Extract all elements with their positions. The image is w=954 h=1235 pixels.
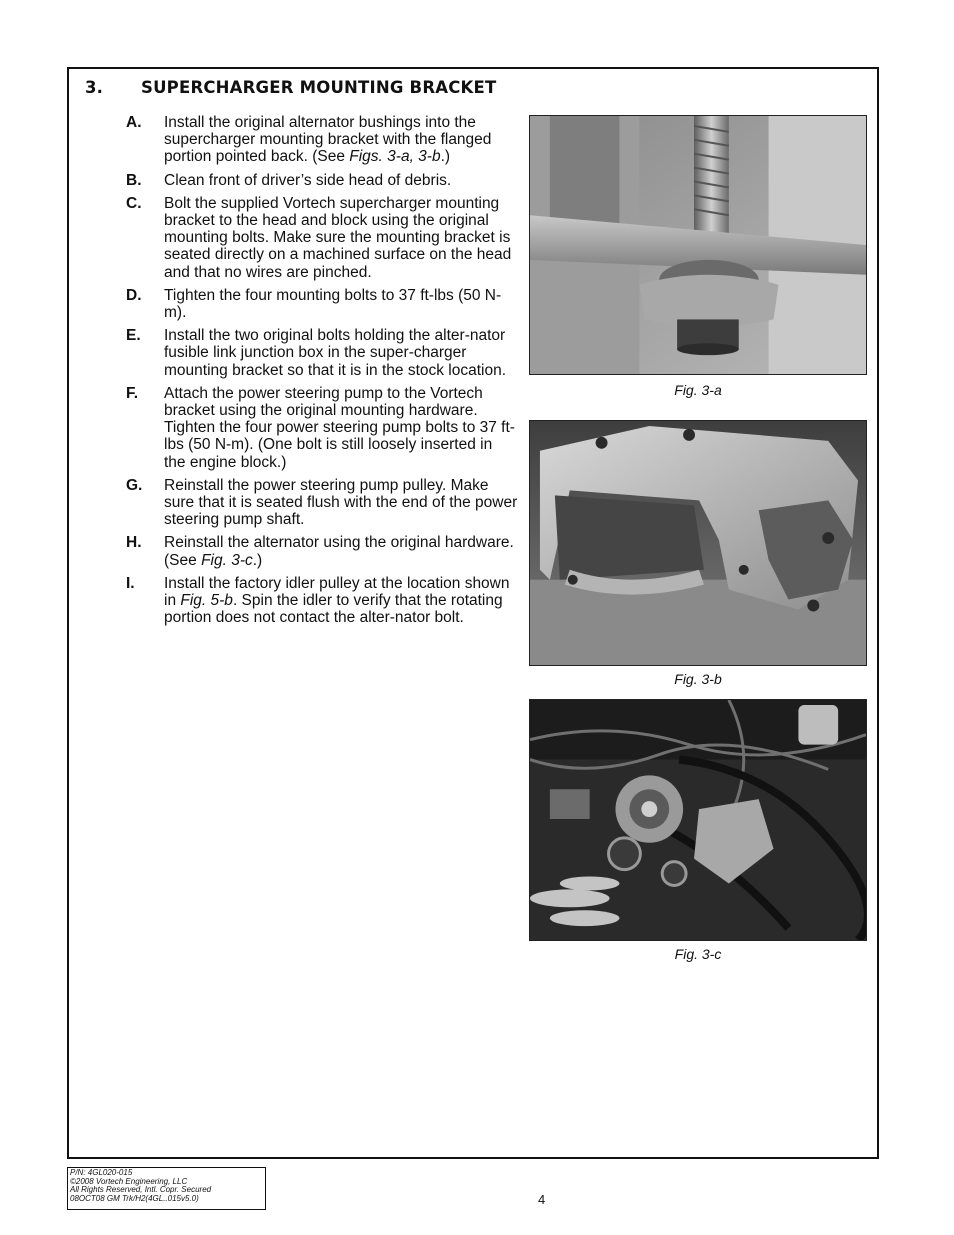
step-text-run: Install the two original bolts holding the alter-nator fusible link junction box in the super-charger mounting bracket so that it is in the stock location. (164, 327, 507, 379)
step-item (126, 575, 518, 627)
bracket-casting-photo-icon (530, 421, 866, 665)
step-item (126, 327, 518, 379)
footer-line: 08OCT08 GM Trk/H2(4GL..015v5.0) (70, 1193, 199, 1203)
step-text-run: Tighten the four mounting bolts to 37 ft-lbs (50 N-m). (164, 286, 502, 322)
step-letter: H. (126, 534, 142, 552)
step-text-run: Reinstall the power steering pump pulley. Make sure that it is seated flush with the end of the power steering pump shaft. (164, 476, 518, 529)
step-text-run: Reinstall the alternator using the original hardware. (See (164, 534, 514, 569)
step-item (126, 287, 518, 321)
step-item (126, 114, 518, 166)
step-item (126, 477, 518, 529)
step-text-run: . (440, 148, 445, 166)
step-letter: F. (126, 384, 139, 402)
section-heading (85, 78, 496, 97)
step-text-run: Install the factory idler pulley at the location shown in (164, 574, 510, 610)
step-letter: I. (126, 574, 135, 592)
step-letter: G. (126, 476, 143, 494)
engine-bay-photo-icon (530, 700, 866, 940)
step-text (164, 327, 518, 379)
step-text-run: Attach the power steering pump to the Vortech bracket using the original mounting hardware. Tighten the four power steering pump bolts to 37 ft-lbs (50 N-m). (One bolt is still loosely inserted in the engine block.) (164, 384, 515, 471)
step-text-run: Bolt the supplied Vortech supercharger mounting bracket to the head and block using the original mounting bolts. Make sure the mounting bracket is seated directly on a machined surface on the head and that no wires are pinched. (164, 194, 512, 281)
figure-3b-photo (529, 420, 867, 666)
figure-reference: Figs. 3-a, 3-b (349, 148, 441, 166)
step-text-run: Clean front of driver’s side head of debris. (164, 171, 452, 189)
step-text (164, 477, 518, 529)
step-text-run: .) (252, 551, 263, 569)
step-item (126, 195, 518, 281)
step-letter: D. (126, 286, 142, 304)
step-text (164, 575, 518, 627)
step-text-run: Install the original alternator bushings into the supercharger mounting bracket with the flanged portion pointed back. (See (164, 114, 492, 166)
figure-3c-photo (529, 699, 867, 941)
footer-line: ©2008 Vortech Engineering, LLC (70, 1176, 188, 1186)
figure-3a-photo (529, 115, 867, 375)
step-text (164, 385, 518, 471)
figure-3a-caption: Fig. 3-a (674, 382, 722, 398)
section-title: SUPERCHARGER MOUNTING BRACKET (141, 78, 497, 97)
footer-line: P/N: 4GL020-015 (70, 1168, 133, 1177)
step-item (126, 385, 518, 471)
step-letter: E. (126, 327, 141, 345)
figure-3b-caption: Fig. 3-b (674, 671, 722, 687)
step-text (164, 534, 518, 568)
step-text-run: . Spin the idler to verify that the rotating portion does not contact the alter-nator bolt. (164, 592, 503, 627)
figure-reference: Fig. 3-c (201, 551, 253, 569)
step-item (126, 534, 518, 568)
figure-3c-caption: Fig. 3-c (674, 946, 722, 962)
step-text-run: ) (444, 148, 451, 166)
step-text (164, 287, 518, 321)
step-list (126, 114, 518, 632)
footer-line: All Rights Reserved, Intl. Copr. Secured (70, 1185, 212, 1195)
section-number: 3. (85, 78, 104, 97)
step-letter: A. (126, 114, 142, 131)
bolt-bushing-photo-icon (530, 116, 866, 374)
footer-copyright-box (67, 1167, 266, 1210)
step-text (164, 172, 518, 189)
step-item (126, 172, 518, 189)
step-letter: C. (126, 194, 142, 212)
step-text (164, 114, 518, 166)
figure-reference: Fig. 5-b (180, 592, 233, 610)
step-letter: B. (126, 171, 142, 189)
page-number: 4 (538, 1192, 546, 1207)
step-text (164, 195, 518, 281)
